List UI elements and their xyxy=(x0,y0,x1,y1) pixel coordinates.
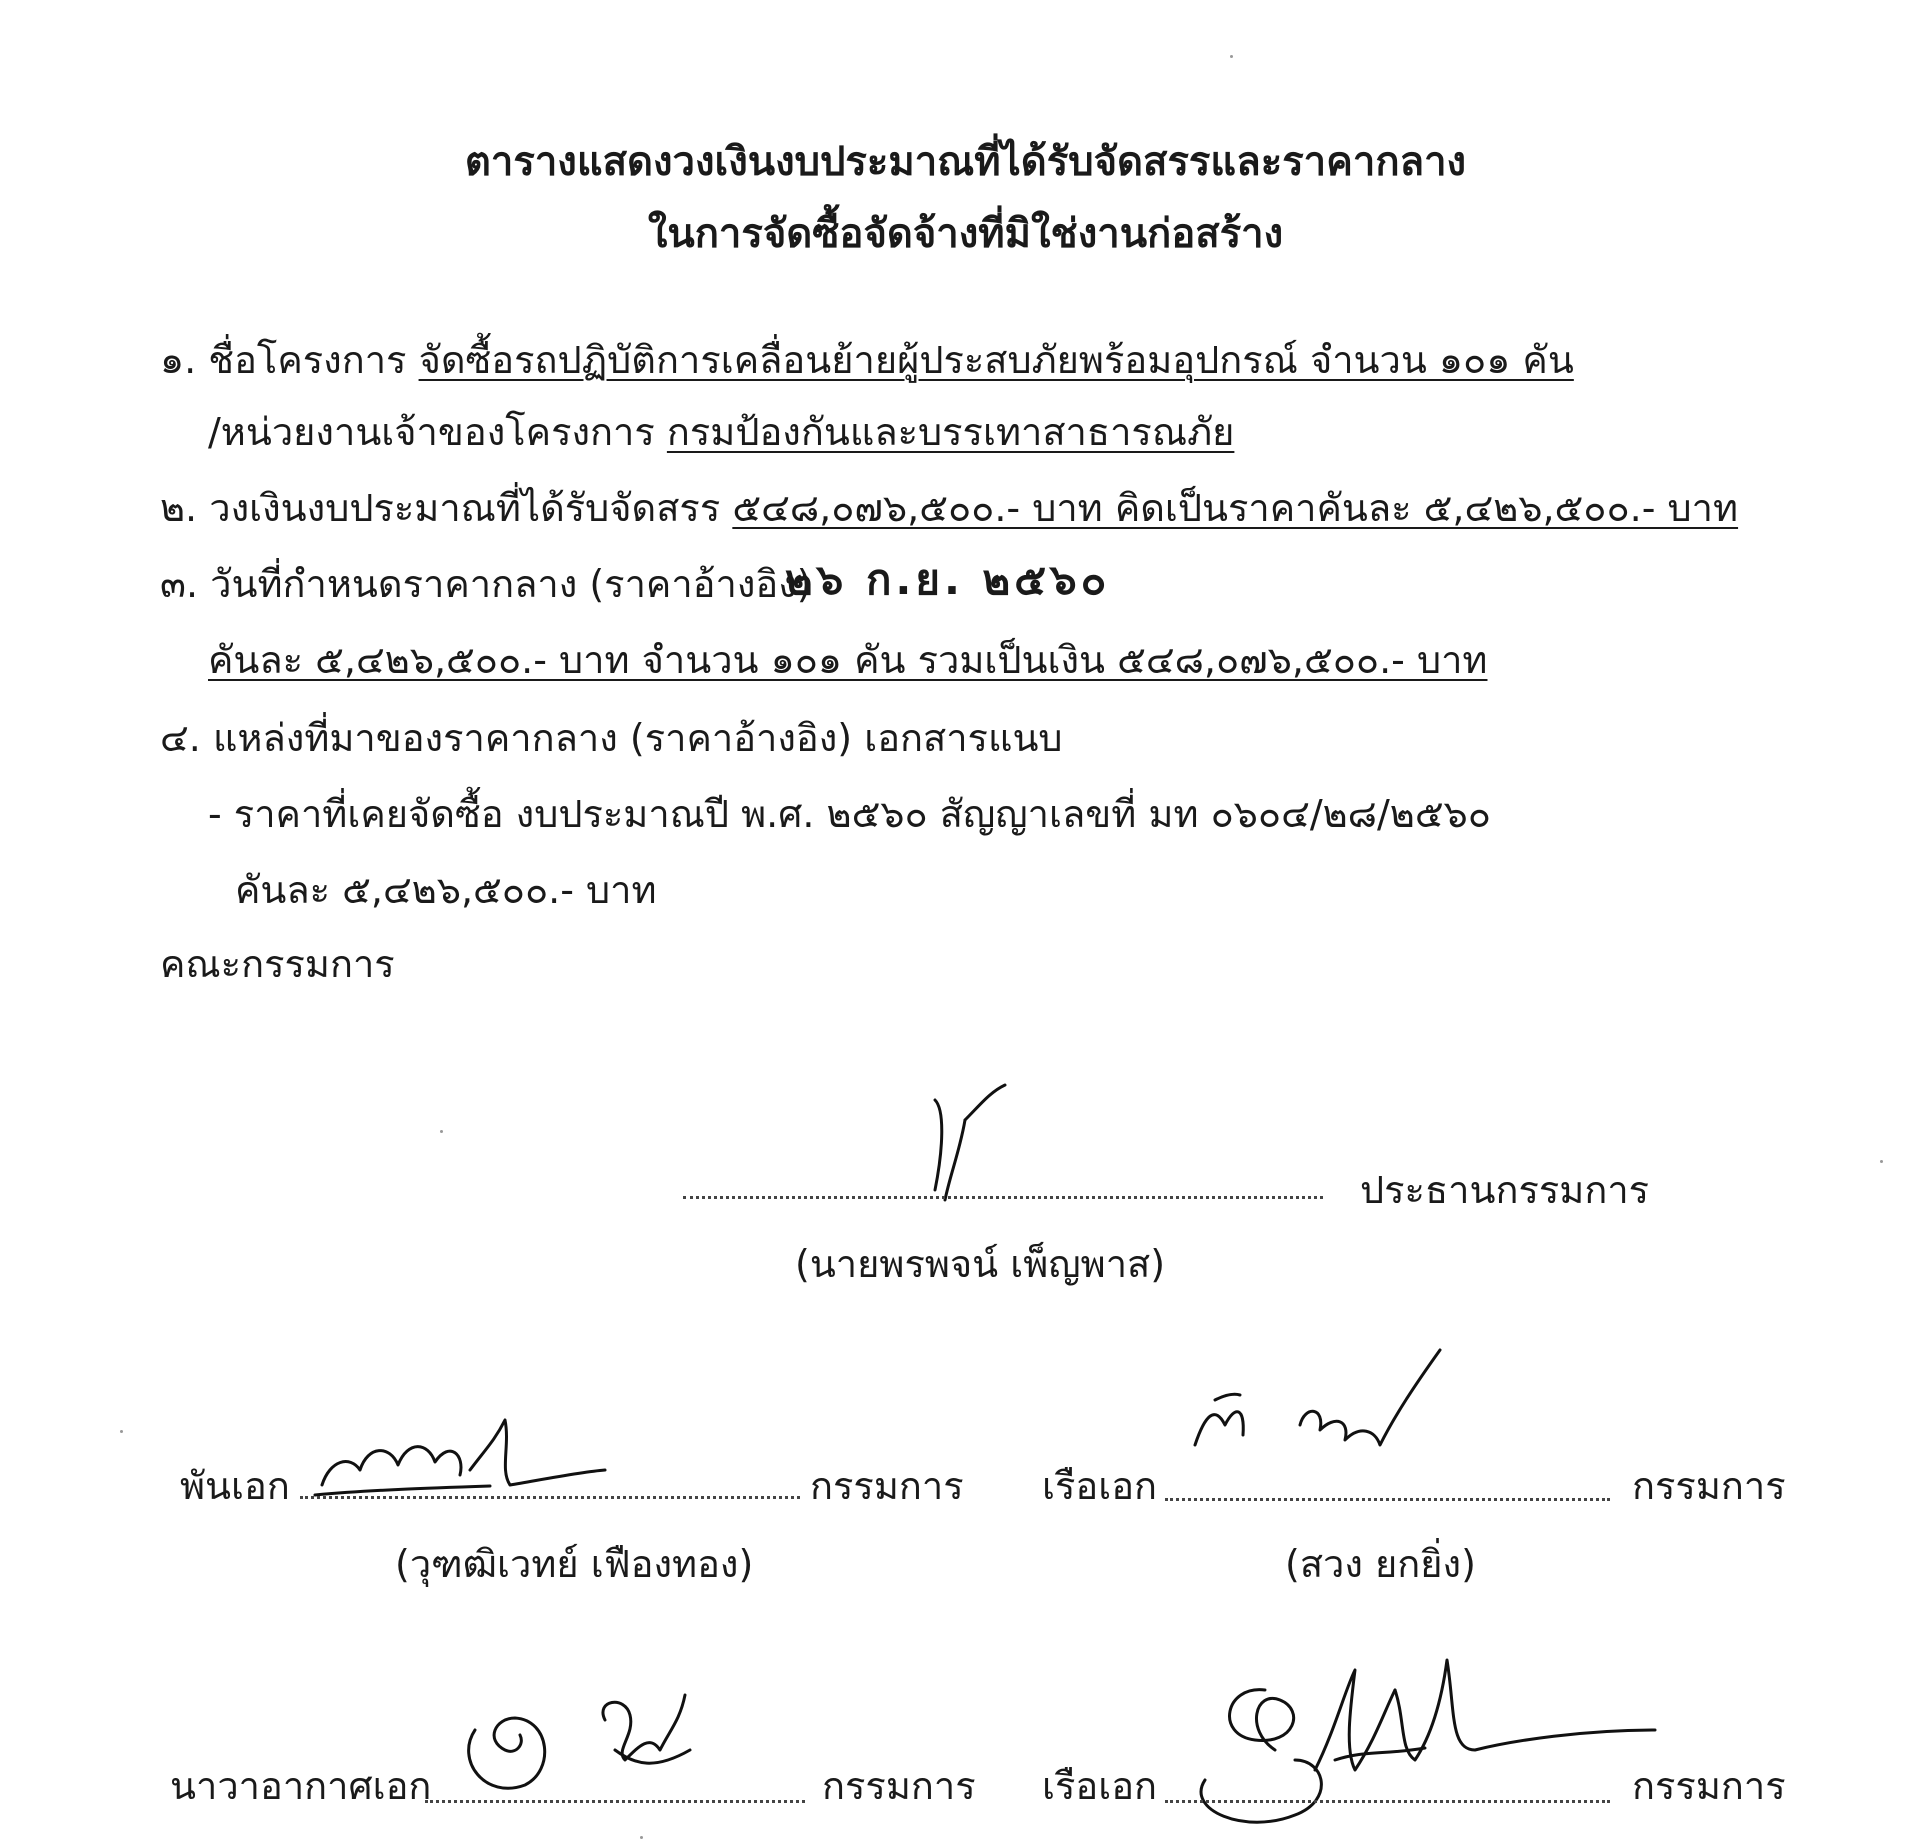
member-4-rank: เรือเอก xyxy=(1042,1764,1158,1808)
member-3-signature-line xyxy=(425,1800,805,1803)
item-4-label: แหล่งที่มาของราคากลาง (ราคาอ้างอิง) เอกสารแนบ xyxy=(212,716,1063,760)
item-3-number: ๓. xyxy=(160,562,199,606)
item-4-number: ๔. xyxy=(160,716,201,760)
committee-heading: คณะกรรมการ xyxy=(160,942,395,986)
member-4-signature-line xyxy=(1165,1800,1610,1803)
item-1-label: ชื่อโครงการ xyxy=(208,338,407,382)
item-1-unit-label: /หน่วยงานเจ้าของโครงการ xyxy=(208,410,655,454)
item-2-row xyxy=(160,484,1738,532)
item-3-detail-row xyxy=(208,636,1487,684)
member-1-signature-icon xyxy=(310,1400,610,1510)
document-title-line-1: ตารางแสดงวงเงินงบประมาณที่ได้รับจัดสรรและราคากลาง xyxy=(464,139,1467,185)
item-3-detail: คันละ ๕,๔๒๖,๕๐๐.- บาท จำนวน ๑๐๑ คัน รวมเป็นเงิน ๕๔๘,๐๗๖,๕๐๐.- บาท xyxy=(208,638,1488,682)
scan-speck xyxy=(440,1130,443,1133)
item-2-label: วงเงินงบประมาณที่ได้รับจัดสรร xyxy=(209,486,721,530)
chairman-signature-icon xyxy=(905,1080,1035,1210)
item-2-budget-value: ๕๔๘,๐๗๖,๕๐๐.- บาท คิดเป็นราคาคันละ ๕,๔๒๖,๕๐๐.- บาท xyxy=(732,486,1739,530)
chairman-signature-line xyxy=(683,1196,1323,1199)
scan-speck xyxy=(1230,55,1233,58)
member-2-signature-icon xyxy=(1185,1345,1505,1475)
member-1-signature-line xyxy=(300,1496,800,1499)
item-4-source: - ราคาที่เคยจัดซื้อ งบประมาณปี พ.ศ. ๒๕๖๐ สัญญาเลขที่ มท ๐๖๐๔/๒๘/๒๕๖๐ xyxy=(208,792,1491,836)
item-3-label: วันที่กำหนดราคากลาง (ราคาอ้างอิง) xyxy=(210,562,812,606)
item-1-number: ๑. xyxy=(160,338,197,382)
scan-speck xyxy=(640,1836,643,1839)
member-2-role: กรรมการ xyxy=(1632,1464,1786,1508)
member-1-rank: พันเอก xyxy=(180,1464,290,1508)
scan-speck xyxy=(120,1430,123,1433)
item-1-row xyxy=(160,336,1574,384)
scan-speck xyxy=(1880,1160,1883,1163)
member-1-role: กรรมการ xyxy=(810,1464,964,1508)
member-4-role: กรรมการ xyxy=(1632,1764,1786,1808)
item-1-unit-value: กรมป้องกันและบรรเทาสาธารณภัย xyxy=(666,410,1235,454)
item-1-unit-row xyxy=(208,408,1234,456)
chairman-name: (นายพรพจน์ เพ็ญพาส) xyxy=(795,1242,1166,1286)
member-1-name: (วุฑฒิเวทย์ เฟืองทอง) xyxy=(395,1542,754,1586)
chairman-role: ประธานกรรมการ xyxy=(1360,1168,1650,1212)
item-1-project-name: จัดซื้อรถปฏิบัติการเคลื่อนย้ายผู้ประสบภัยพร้อมอุปกรณ์ จำนวน ๑๐๑ คัน xyxy=(418,338,1574,382)
member-2-name: (สวง ยกยิ่ง) xyxy=(1285,1542,1476,1586)
member-3-role: กรรมการ xyxy=(822,1764,976,1808)
item-4-source-price: คันละ ๕,๔๒๖,๕๐๐.- บาท xyxy=(235,868,657,912)
item-3-row xyxy=(160,560,812,608)
item-3-handwritten-date: ๒๖ ก.ย. ๒๕๖๐ xyxy=(785,555,1111,604)
member-2-rank: เรือเอก xyxy=(1042,1464,1158,1508)
member-2-signature-line xyxy=(1165,1498,1610,1501)
item-2-number: ๒. xyxy=(160,486,198,530)
member-4-signature-icon xyxy=(1185,1650,1665,1840)
item-4-row xyxy=(160,714,1063,762)
document-title-line-2: ในการจัดซื้อจัดจ้างที่มิใช่งานก่อสร้าง xyxy=(647,211,1284,257)
member-3-signature-icon xyxy=(455,1690,725,1810)
member-3-rank: นาวาอากาศเอก xyxy=(170,1764,432,1808)
